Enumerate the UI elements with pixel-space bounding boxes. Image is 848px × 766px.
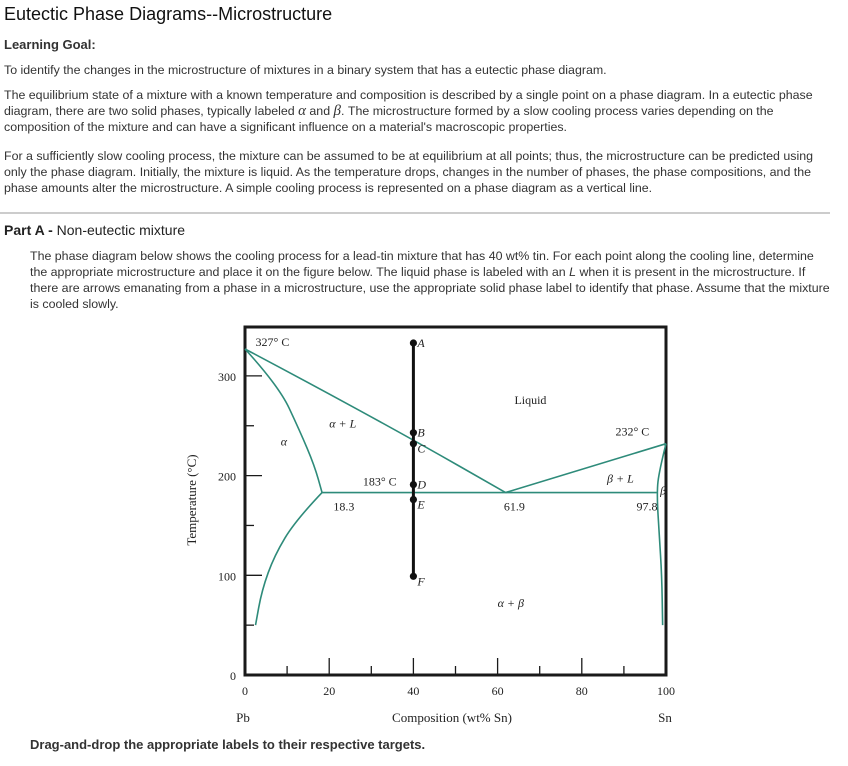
cooling-point-label-c: C	[417, 441, 426, 456]
drag-drop-prompt: Drag-and-drop the appropriate labels to their respective targets.	[30, 737, 426, 752]
annotation: α	[280, 434, 288, 449]
y-tick-label: 300	[218, 369, 236, 384]
x-tick-label: 100	[657, 684, 675, 698]
annotation: α + L	[329, 416, 357, 431]
learning-goal-heading: Learning Goal:	[4, 37, 96, 52]
part-a-label: Part A -	[4, 222, 53, 238]
cooling-point-label-a: A	[417, 335, 425, 350]
intro-and: and	[305, 104, 334, 118]
cooling-point-e	[410, 496, 417, 503]
x-axis-label: Composition (wt% Sn)	[392, 710, 512, 725]
cooling-point-d	[410, 481, 417, 488]
x-tick-label: 80	[575, 684, 588, 698]
cooling-point-label-e: E	[417, 497, 425, 512]
cooling-point-f	[410, 573, 417, 580]
part-a-title: Non-eutectic mixture	[52, 222, 186, 238]
annotation: 61.9	[503, 499, 525, 514]
pb-end-label: Pb	[236, 710, 250, 725]
instructions-a: The phase diagram below shows the cooling process for a lead-tin mixture that has 40 wt% tin. For each point along the cooling line, determine the appropriate microstructure and place it on the figure below. The liquid phase is labeled with an	[30, 249, 814, 279]
beta-symbol: β	[333, 103, 342, 119]
curve-liquidus-left	[245, 349, 506, 493]
y-tick-label: 100	[218, 569, 236, 584]
annotation: 18.3	[333, 499, 355, 514]
cooling-paragraph: For a sufficiently slow cooling process, the mixture can be assumed to be at equilibrium at all points; thus, the microstructure can be predicted using only the phase diagram. Initially, the mixture is liquid. As the temperature drops, changes in the number of phases, the phase compositions, and the phase amounts alter the microstructure. A simple cooling process is represented on a phase diagram as a vertical line.	[4, 149, 814, 195]
annotation: β	[660, 483, 667, 498]
cooling-point-a	[410, 339, 417, 346]
alpha-symbol: α	[298, 103, 306, 119]
plot-frame	[245, 327, 666, 675]
curve-solidus-left	[245, 349, 322, 493]
curve-liquidus-right	[506, 444, 666, 493]
x-tick-label: 60	[491, 684, 504, 698]
intro-text-b: . The microstructure formed by a slow cooling process varies depending on the composition of the mixture and can have a significant influence on a material's macroscopic properties.	[4, 104, 774, 134]
annotation: 97.8	[636, 499, 658, 514]
page-title: Eutectic Phase Diagrams--Microstructure	[4, 4, 333, 24]
annotation: β + L	[607, 471, 634, 486]
y-tick-label: 200	[218, 469, 236, 484]
instructions-b: when it is present in the microstructure. If there are arrows emanating from a phase in a microstructure, use the appropriate solid phase label to identify that phase. Assume that the mixture is cooled slowly.	[30, 265, 830, 311]
instructions-L: L	[569, 265, 576, 279]
y-axis-label: Temperature (°C)	[184, 454, 199, 546]
intro-text-a: The equilibrium state of a mixture with a known temperature and composition is described by a single point on a phase diagram. In a eutectic phase diagram, there are two solid phases, typically labeled	[4, 88, 813, 118]
curve-solvus-left	[256, 493, 323, 626]
x-tick-label: 0	[242, 684, 248, 698]
annotation: α + β	[497, 596, 524, 611]
x-tick-label: 20	[323, 684, 336, 698]
annotation: 232° C	[615, 424, 650, 439]
annotation: Liquid	[514, 392, 547, 407]
cooling-point-label-d: D	[417, 477, 427, 492]
goal-text: To identify the changes in the microstructure of mixtures in a binary system that has a eutectic phase diagram.	[4, 63, 607, 77]
annotation: 327° C	[255, 334, 290, 349]
cooling-point-label-b: B	[417, 425, 425, 440]
cooling-point-c	[410, 440, 417, 447]
sn-end-label: Sn	[658, 710, 672, 725]
cooling-point-label-f: F	[417, 574, 425, 589]
x-tick-label: 40	[407, 684, 420, 698]
y-tick-label: 0	[230, 669, 236, 683]
annotation: 183° C	[362, 474, 397, 489]
cooling-point-b	[410, 429, 417, 436]
